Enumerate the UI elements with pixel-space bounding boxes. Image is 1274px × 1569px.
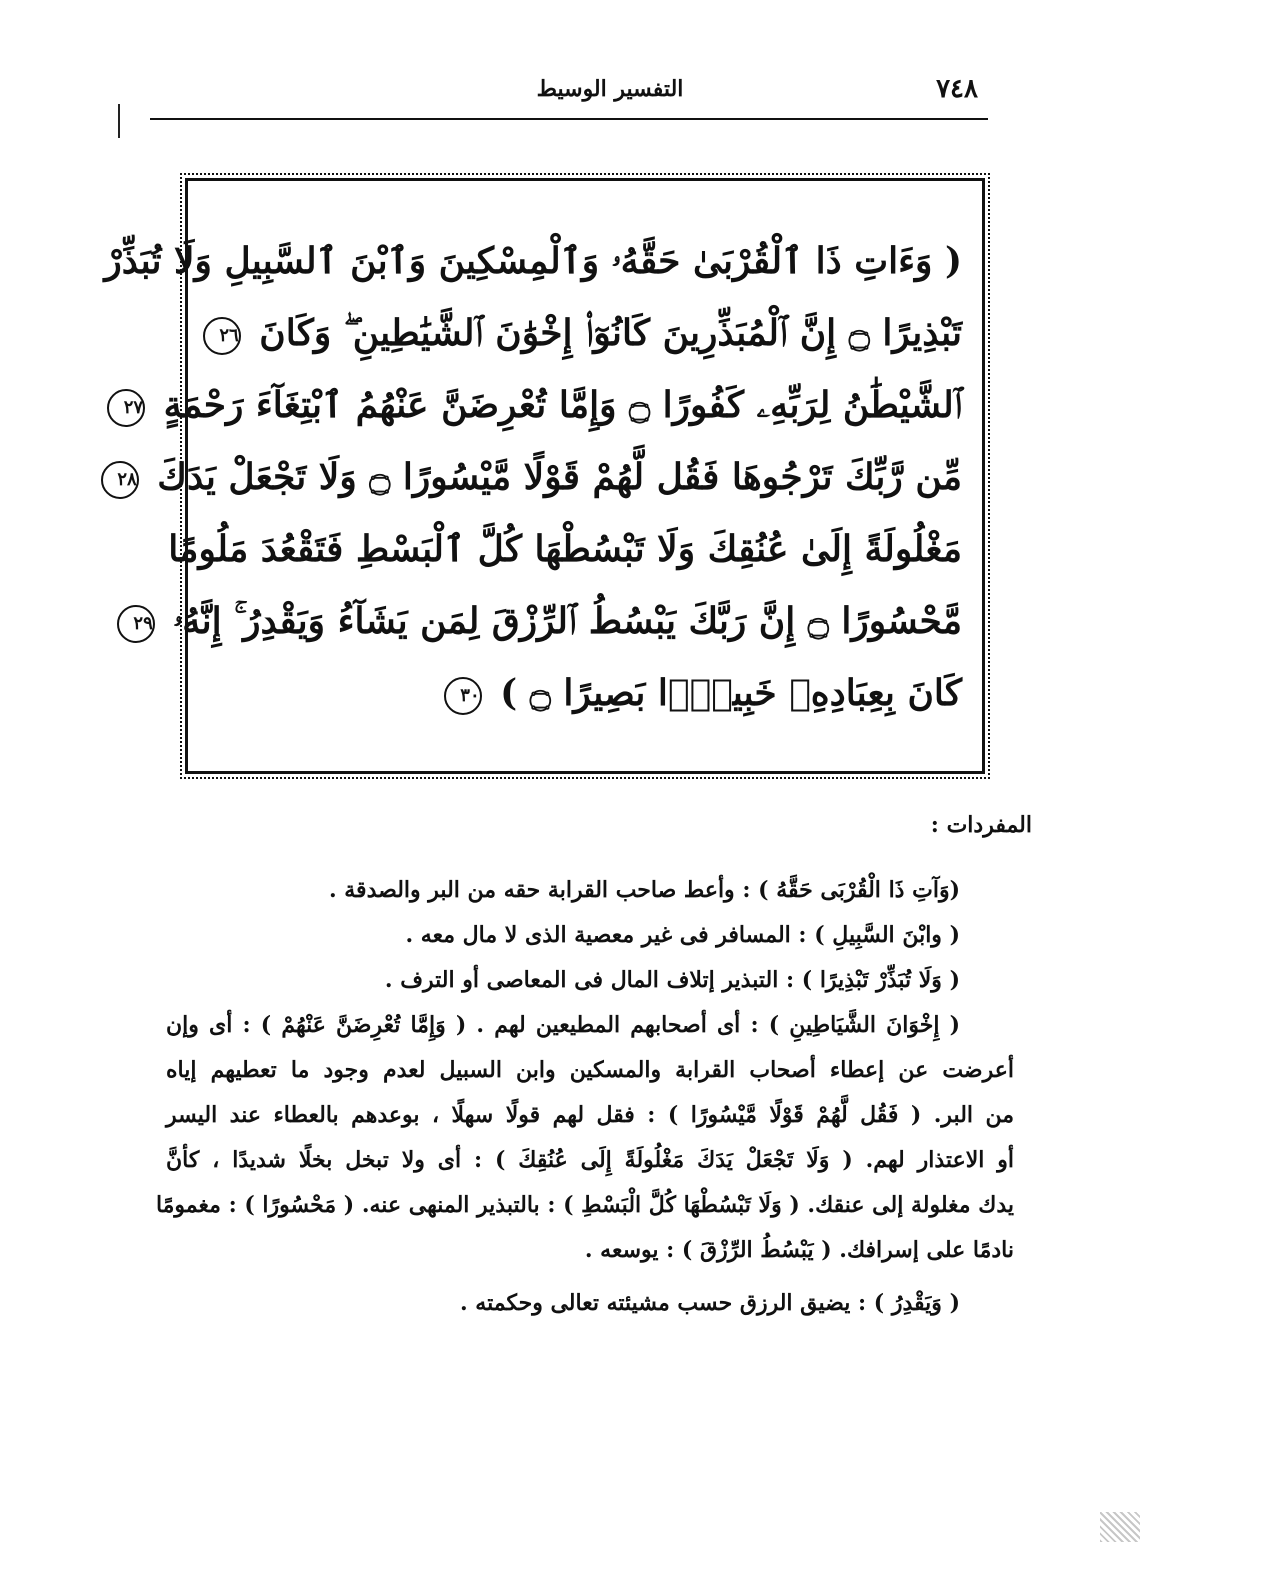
verse-line: [214, 297, 962, 369]
glossary-line: ( إِخْوَانَ الشَّيَاطِينِ ) : أى أصحابهم المطيعين لهم . ( وَإِمَّا تُعْرِضَنَّ عَنْهُمْ ) : أى وإن: [166, 1012, 960, 1038]
glossary-line: يدك مغلولة إلى عنقك. ( وَلَا تَبْسُطْهَا كُلَّ الْبَسْطِ ) : بالتبذير المنهى عنه. ( مَحْسُورًا ) : مغمومًا: [155, 1192, 1014, 1218]
ayah-number: ٣٠: [444, 677, 482, 715]
verse-line: [104, 225, 962, 297]
ayah-number: ٢٦: [203, 317, 241, 355]
verse-line: [117, 441, 962, 513]
verse-line: [214, 657, 962, 729]
scan-stamp-mark: [1100, 1512, 1140, 1542]
verse-line: [123, 369, 962, 441]
verse-line-text: ( وَءَاتِ ذَا ٱلْقُرْبَىٰ حَقَّهُۥ وَٱلْمِسْكِينَ وَٱبْنَ ٱلسَّبِيلِ وَلَا تُبَذِّرْ: [104, 240, 962, 282]
verse-line-text: كَانَ بِعِبَادِهِۦ خَبِيرًۢا بَصِيرًا ۝ ): [500, 672, 962, 714]
corner-mark: [118, 104, 126, 138]
glossary-line: ( وَيَقْدِرُ ) : يضيق الرزق حسب مشيئته تعالى وحكمته .: [459, 1290, 960, 1316]
ayah-number: ٢٩: [117, 605, 155, 643]
glossary-line: (وَآتِ ذَا الْقُرْبَى حَقَّهُ ) : وأعط صاحب القرابة حقه من البر والصدقة .: [328, 877, 960, 903]
header-rule: [150, 118, 988, 120]
glossary-line: نادمًا على إسرافك. ( يَبْسُطُ الرِّزْقَ ) : يوسعه .: [584, 1237, 1014, 1263]
ayah-number: ٢٨: [101, 461, 139, 499]
quran-verse-box: [104, 178, 985, 774]
ayah-number: ٢٧: [107, 389, 145, 427]
quran-verses: [104, 225, 962, 729]
verse-line-text: تَبْذِيرًا ۝ إِنَّ ٱلْمُبَذِّرِينَ كَانُوٓا۟ إِخْوَٰنَ ٱلشَّيَٰطِينِ ۖ وَكَانَ: [259, 312, 962, 354]
glossary: [155, 868, 1014, 1326]
page-number: ٧٤٨: [936, 74, 978, 104]
glossary-line: من البر. ( فَقُل لَّهُمْ قَوْلًا مَّيْسُورًا ) : فقل لهم قولًا سهلًا ، بوعدهم بالعطاء عند اليسر: [166, 1102, 1014, 1128]
verse-line-text: مِّن رَّبِّكَ تَرْجُوهَا فَقُل لَّهُمْ قَوْلًا مَّيْسُورًا ۝ وَلَا تَجْعَلْ يَدَكَ: [157, 456, 962, 498]
glossary-line: ( وَلَا تُبَذِّرْ تَبْذِيرًا ) : التبذير إتلاف المال فى المعاصى أو الترف .: [384, 967, 960, 993]
verse-line: [168, 513, 962, 585]
glossary-line: ( وابْنَ السَّبِيلِ ) : المسافر فى غير معصية الذى لا مال معه .: [405, 922, 960, 948]
glossary-line: أو الاعتذار لهم. ( وَلَا تَجْعَلْ يَدَكَ مَغْلُولَةً إِلَى عُنُقِكَ ) : أى ولا تبخل بخلًا شديدًا ، كأنَّ: [166, 1147, 1014, 1173]
verse-line-text: مَغْلُولَةً إِلَىٰ عُنُقِكَ وَلَا تَبْسُطْهَا كُلَّ ٱلْبَسْطِ فَتَقْعُدَ مَلُومًا: [168, 528, 962, 570]
section-heading: المفردات :: [930, 812, 1032, 838]
running-title: التفسير الوسيط: [536, 76, 684, 102]
verse-line-text: ٱلشَّيْطَٰنُ لِرَبِّهِۦ كَفُورًا ۝ وَإِمَّا تُعْرِضَنَّ عَنْهُمُ ٱبْتِغَآءَ رَحْمَةٍ: [163, 384, 962, 426]
glossary-line: أعرضت عن إعطاء أصحاب القرابة والمسكين وابن السبيل لعدم وجود ما تعطيهم إياه: [166, 1057, 1014, 1083]
verse-line: [133, 585, 962, 657]
verse-line-text: مَّحْسُورًا ۝ إِنَّ رَبَّكَ يَبْسُطُ ٱلرِّزْقَ لِمَن يَشَآءُ وَيَقْدِرُ ۚ إِنَّهُۥ: [173, 600, 962, 642]
page-header: [150, 68, 988, 118]
